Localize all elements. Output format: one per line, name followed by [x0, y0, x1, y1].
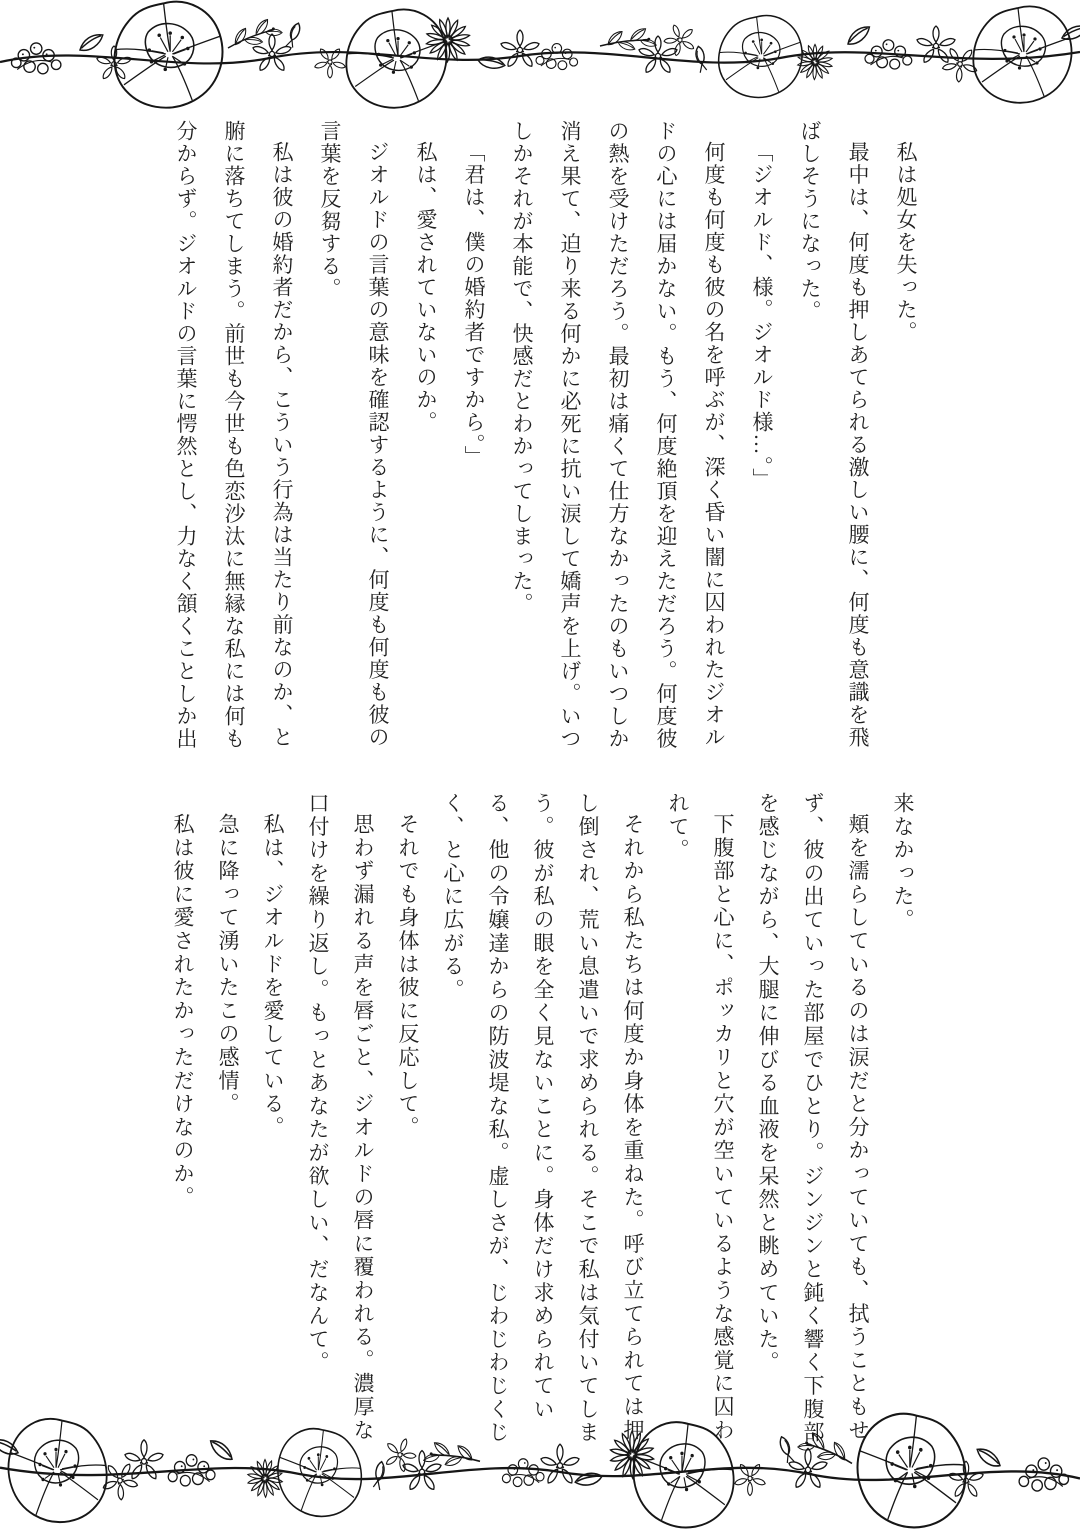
- paragraph: 何度も何度も彼の名を呼ぶが、深く昏い闇に囚われたジオルドの心には届かない。もう、何度絶頂を迎えただろう。何度彼の熱を受けただろう。最初は痛くて仕方なかったのもいつしか消え果て、迫り来る何かに必死に抗い涙して嬌声を上げ。いつしかそれが本能で、快感だとわかってしまった。: [510, 120, 726, 750]
- paragraph: 頬を濡らしているのは涙だと分かっていても、拭うこともせず、彼の出ていった部屋でひとり。ジンジンと鈍く響く下腹部を感じながら、大腿に伸びる血液を呆然と眺めていた。: [756, 792, 870, 1445]
- vertical-text-block-upper: [162, 120, 930, 765]
- paragraph: 最中は、何度も押しあてられる激しい腰に、何度も意識を飛ばしそうになった。: [798, 120, 870, 749]
- paragraph-continuation: 来なかった。: [891, 792, 915, 932]
- bottom-floral-garland-border: [0, 1412, 1080, 1532]
- paragraph: 私は、ジオルドを愛している。: [261, 813, 285, 1140]
- top-floral-garland-border: [0, 0, 1080, 112]
- paragraph: 私は、愛されていないのか。: [414, 141, 438, 434]
- paragraph: 思わず漏れる声を唇ごと、ジオルドの唇に覆われる。濃厚な口付けを繰り返し。もっとあなたが欲しい、だなんて。: [306, 792, 375, 1443]
- paragraph: それでも身体は彼に反応して。: [396, 813, 420, 1140]
- paragraph: 私は処女を失った。: [894, 141, 918, 344]
- paragraph: 私は彼の婚約者だから、こういう行為は当たり前なのか、と腑に落ちてしまう。前世も今世も色恋沙汰に無縁な私には何も分からず。ジオルドの言葉に愕然とし、力なく頷くことしか出: [174, 120, 294, 750]
- paragraph: 「ジオルド、様。ジオルド様…。」: [750, 141, 774, 491]
- paragraph: それから私たちは何度か身体を重ねた。呼び立てられては押し倒され、荒い息遣いで求められる。そこで私は気付いてしまう。彼が私の眼を全く見ないことに。身体だけ求められている、他の令嬢達からの防波堤な私。虚しさが、じわじわじくじく、と心に広がる。: [441, 792, 645, 1445]
- paragraph: 下腹部と心に、ポッカリと穴が空いているような感覚に囚われて。: [666, 792, 735, 1443]
- paragraph: 急に降って湧いたこの感情。: [216, 813, 240, 1116]
- paragraph: 「君は、僕の婚約者ですから。」: [462, 141, 486, 468]
- paragraph: 私は彼に愛されたかっただけなのか。: [171, 813, 195, 1210]
- vertical-text-block-lower: [160, 792, 925, 1452]
- paragraph: ジオルドの言葉の意味を確認するように、何度も何度も彼の言葉を反芻する。: [318, 120, 390, 749]
